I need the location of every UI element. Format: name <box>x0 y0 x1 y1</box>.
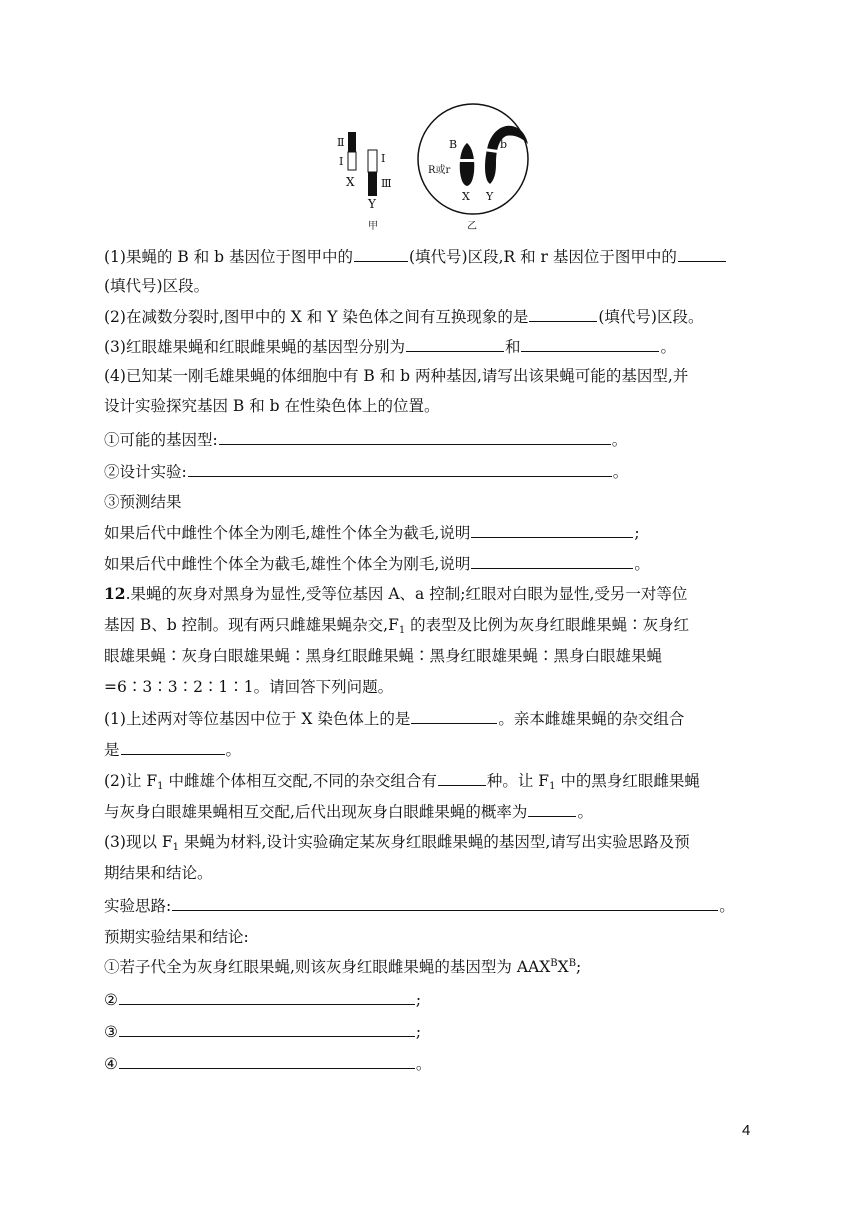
q11-part1-line2 <box>104 276 209 296</box>
q12-intro-line3 <box>104 646 662 666</box>
jia-label-I-right: Ⅰ <box>381 152 386 165</box>
q12-p3-text-b: 果蝇为材料,设计实验确定某灰身红眼雌果蝇的基因型,请写出实验思路及预 <box>179 833 690 851</box>
q11-p3-text-c: 。 <box>660 338 676 356</box>
q12-p2-text-f: 。 <box>577 803 593 821</box>
page-number: 4 <box>742 1122 751 1139</box>
q11-p3-text-a: (3)红眼雄果蝇和红眼雌果蝇的基因型分别为 <box>104 338 405 356</box>
q12-p2-text-a: (2)让 F <box>104 772 158 790</box>
q12-c2-blank[interactable] <box>119 989 415 1005</box>
q12-conclusion-1 <box>104 957 581 977</box>
q11-p1-blank-2[interactable] <box>678 246 726 262</box>
q12-intro-line4 <box>104 677 393 697</box>
jia-label-X: X <box>346 175 355 189</box>
q11-part1-line1 <box>104 246 727 267</box>
q11-sub2 <box>104 461 628 482</box>
q12-intro-line2 <box>104 615 689 635</box>
q11-p2-text-b: (填代号)区段。 <box>598 308 704 326</box>
q12-l2-subscript: 1 <box>398 625 406 636</box>
q11-sub3 <box>104 492 182 512</box>
q12-idea-blank[interactable] <box>172 895 718 911</box>
q12-p1-text-a: (1)上述两对等位基因中位于 X 染色体上的是 <box>104 710 411 728</box>
q11-s1-text: ①可能的基因型: <box>104 431 218 449</box>
q11-s2-end: 。 <box>612 463 629 481</box>
q11-part4-line2 <box>104 396 440 416</box>
q12-part1-line2 <box>104 739 241 760</box>
q12-c1-text-b: X <box>557 958 569 976</box>
q11-p1-text-c: (填代号)区段。 <box>104 277 210 295</box>
chromosome-diagram <box>330 100 540 235</box>
q11-r1-text: 如果后代中雌性个体全为刚毛,雄性个体全为截毛,说明 <box>104 524 471 542</box>
q11-s2-text: ②设计实验: <box>104 463 187 481</box>
q11-s3-text: ③预测结果 <box>104 493 182 511</box>
q12-conclusion-4 <box>104 1053 431 1074</box>
yi-label-Y: Y <box>486 190 494 203</box>
q11-p1-text-a: (1)果蝇的 B 和 b 基因位于图甲中的 <box>104 248 353 266</box>
q12-p1-text-d: 。 <box>225 741 242 759</box>
q11-r2-end: 。 <box>634 555 650 573</box>
q12-l2-text-a: 基因 B、b 控制。现有两只雌雄果蝇杂交,F <box>104 616 399 634</box>
q12-p1-blank-2[interactable] <box>121 739 225 755</box>
q12-part2-line1 <box>104 770 700 791</box>
jia-label-I-left: Ⅰ <box>339 155 344 168</box>
q12-p3-subscript: 1 <box>172 842 180 853</box>
jia-caption: 甲 <box>368 221 378 232</box>
q11-r2-blank[interactable] <box>471 553 633 569</box>
q12-part3-line2 <box>104 863 213 883</box>
q11-p3-text-b: 和 <box>504 338 521 356</box>
q12-p2-blank-1[interactable] <box>438 770 486 786</box>
q12-p3-text-a: (3)现以 F <box>104 833 173 851</box>
q11-p2-blank[interactable] <box>529 306 597 322</box>
q12-c2-end: ; <box>415 991 422 1009</box>
q12-l3-text: 眼雄果蝇∶灰身白眼雄果蝇∶黑身红眼雌果蝇∶黑身红眼雄果蝇∶黑身白眼雄果蝇 <box>104 647 663 665</box>
q11-part4-line1 <box>104 366 688 386</box>
jia-label-II: Ⅱ <box>337 136 345 149</box>
q12-p2-text-b: 中雌雄个体相互交配,不同的杂交组合有 <box>163 772 437 790</box>
q11-p1-blank-1[interactable] <box>354 246 408 262</box>
q12-idea-text: 实验思路: <box>104 897 172 915</box>
q11-s1-end: 。 <box>611 431 628 449</box>
q11-p4-text-a: (4)已知某一刚毛雄果蝇的体细胞中有 B 和 b 两种基因,请写出该果蝇可能的基因型,并 <box>104 367 689 385</box>
q12-c4-blank[interactable] <box>119 1053 415 1069</box>
chromosome-figure <box>330 100 540 235</box>
q12-conclusion-3 <box>104 1021 421 1042</box>
yi-label-X: X <box>462 190 470 203</box>
q12-p2-blank-2[interactable] <box>528 801 576 817</box>
q12-c3-blank[interactable] <box>119 1021 415 1037</box>
q11-p1-text-b: (填代号)区段,R 和 r 基因位于图甲中的 <box>408 248 677 266</box>
q11-result1 <box>104 522 640 543</box>
q12-expect-text: 预期实验结果和结论: <box>104 928 249 946</box>
q12-c1-text-c: ; <box>576 958 582 976</box>
q11-r1-end: ; <box>634 524 640 542</box>
q12-c4-end: 。 <box>415 1055 432 1073</box>
q12-l1-text: .果蝇的灰身对黑身为显性,受等位基因 A、a 控制;红眼对白眼为显性,受另一对等位 <box>125 585 688 603</box>
q12-idea-end: 。 <box>719 897 735 915</box>
yi-label-Rr: R或r <box>428 165 451 176</box>
q11-p4-text-b: 设计实验探究基因 B 和 b 在性染色体上的位置。 <box>104 397 440 415</box>
q12-number: 12 <box>104 584 126 603</box>
q12-c1-sup-2: B <box>568 958 577 969</box>
q11-part3 <box>104 336 676 357</box>
q12-p2-text-c: 种。让 F <box>486 772 550 790</box>
q11-s2-blank[interactable] <box>188 461 612 477</box>
q11-s1-blank[interactable] <box>219 429 611 445</box>
q11-part2 <box>104 306 703 327</box>
q12-p1-text-c: 是 <box>104 741 120 759</box>
q11-p2-text-a: (2)在减数分裂时,图甲中的 X 和 Y 染色体之间有互换现象的是 <box>104 308 529 326</box>
q11-r1-blank[interactable] <box>471 522 633 538</box>
q11-r2-text: 如果后代中雌性个体全为截毛,雄性个体全为刚毛,说明 <box>104 555 471 573</box>
q11-sub1 <box>104 429 627 450</box>
q12-c4-marker: ④ <box>104 1055 118 1073</box>
q12-c3-end: ; <box>415 1023 422 1041</box>
yi-caption: 乙 <box>467 221 477 232</box>
q12-c1-text-a: ①若子代全为灰身红眼果蝇,则该灰身红眼雌果蝇的基因型为 AAX <box>104 958 551 976</box>
q12-l4-text: =6∶3∶3∶2∶1∶1。请回答下列问题。 <box>104 678 394 696</box>
q11-p3-blank-1[interactable] <box>406 336 504 352</box>
yi-label-b: b <box>500 138 508 151</box>
q12-p1-text-b: 。亲本雌雄果蝇的杂交组合 <box>498 710 685 728</box>
q11-result2 <box>104 553 650 574</box>
q12-p3-text-c: 期结果和结论。 <box>104 864 213 882</box>
jia-label-III: Ⅲ <box>381 177 392 190</box>
jia-x-chromosome <box>348 132 356 170</box>
q12-part2-line2 <box>104 801 593 822</box>
q12-c1-sup-1: B <box>550 958 558 969</box>
jia-y-chromosome <box>368 150 377 196</box>
q12-intro-line1 <box>104 584 687 604</box>
q12-expect <box>104 927 249 947</box>
q11-p3-blank-2[interactable] <box>521 336 659 352</box>
q12-l2-text-b: 的表型及比例为灰身红眼雌果蝇∶灰身红 <box>405 616 690 634</box>
q12-p2-text-e: 与灰身白眼雄果蝇相互交配,后代出现灰身白眼雌果蝇的概率为 <box>104 803 528 821</box>
q12-part1-line1 <box>104 708 684 729</box>
q12-part3-line1 <box>104 832 690 852</box>
q12-conclusion-2 <box>104 989 421 1010</box>
q12-c3-marker: ③ <box>104 1023 118 1041</box>
jia-label-Y: Y <box>368 197 376 211</box>
q12-p1-blank-1[interactable] <box>411 708 497 724</box>
yi-label-B: B <box>449 138 458 151</box>
q12-p2-subscript-2: 1 <box>549 781 556 792</box>
q12-p2-subscript: 1 <box>157 781 164 792</box>
q12-p2-text-d: 中的黑身红眼雌果蝇 <box>555 772 700 790</box>
q12-c2-marker: ② <box>104 991 118 1009</box>
q12-idea <box>104 895 735 916</box>
